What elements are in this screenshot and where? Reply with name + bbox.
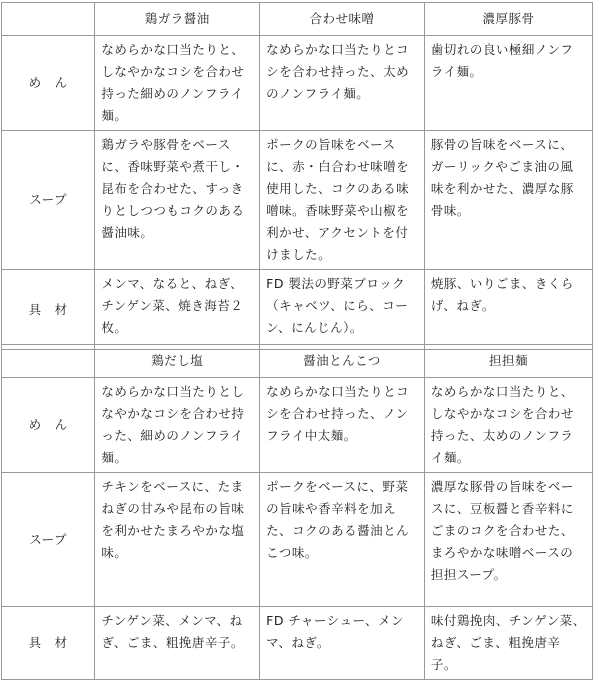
table-cell: ポークをベースに、野菜の旨味や香辛料を加えた、コクのある醤油とんこつ味。 bbox=[260, 473, 425, 607]
table-cell: なめらかな口当たりとコシを合わせ持った、ノンフライ中太麺。 bbox=[260, 378, 425, 473]
table-cell: チンゲン菜、メンマ、ねぎ、ごま、粗挽唐辛子。 bbox=[95, 607, 260, 680]
table-cell: ポークの旨味をベースに、赤・白合わせ味噌を使用した、コクのある味噌味。香味野菜や山椒を利かせ、アクセントを付けました。 bbox=[260, 131, 425, 270]
row-header: め ん bbox=[2, 36, 95, 131]
table-header-row bbox=[2, 3, 593, 36]
corner-cell bbox=[2, 3, 95, 36]
table-row bbox=[2, 270, 593, 350]
table-row bbox=[2, 36, 593, 131]
column-header: 鶏ガラ醤油 bbox=[95, 3, 260, 36]
table-row bbox=[2, 378, 593, 473]
table-cell: 鶏ガラや豚骨をベースに、香味野菜や煮干し・昆布を合わせた、すっきりとしつつもコクのある醤油味。 bbox=[95, 131, 260, 270]
product-table-1 bbox=[1, 2, 593, 350]
table-row bbox=[2, 131, 593, 270]
table-cell: FD 製法の野菜ブロック（キャベツ、にら、コーン、にんじん）。 bbox=[260, 270, 425, 350]
column-header: 濃厚豚骨 bbox=[424, 3, 592, 36]
table-cell: なめらかな口当たりと、しなやかなコシを合わせ持った、太めのノンフライ麺。 bbox=[424, 378, 592, 473]
table-cell: 歯切れの良い極細ノンフライ麺。 bbox=[424, 36, 592, 131]
row-header: スープ bbox=[2, 473, 95, 607]
table-cell: FD チャーシュー、メンマ、ねぎ。 bbox=[260, 607, 425, 680]
column-header: 合わせ味噌 bbox=[260, 3, 425, 36]
column-header: 醤油とんこつ bbox=[260, 345, 425, 378]
row-header: め ん bbox=[2, 378, 95, 473]
table-cell: なめらかな口当たりと、しなやかなコシを合わせ持った細めのノンフライ麺。 bbox=[95, 36, 260, 131]
table-cell: 濃厚な豚骨の旨味をベースに、豆板醤と香辛料にごまのコクを合わせた、まろやかな味噌ベースの担担スープ。 bbox=[424, 473, 592, 607]
table-cell: 味付鶏挽肉、チンゲン菜、ねぎ、ごま、粗挽唐辛子。 bbox=[424, 607, 592, 680]
table-cell: メンマ、なると、ねぎ、チンゲン菜、焼き海苔２枚。 bbox=[95, 270, 260, 350]
row-header: スープ bbox=[2, 131, 95, 270]
table-cell: なめらかな口当たりとコシを合わせ持った、太めのノンフライ麺。 bbox=[260, 36, 425, 131]
table-header-row bbox=[2, 345, 593, 378]
table-cell: 焼豚、いりごま、きくらげ、ねぎ。 bbox=[424, 270, 592, 350]
row-header: 具 材 bbox=[2, 270, 95, 350]
corner-cell bbox=[2, 345, 95, 378]
column-header: 鶏だし塩 bbox=[95, 345, 260, 378]
product-table-2 bbox=[1, 344, 593, 680]
column-header: 担担麺 bbox=[424, 345, 592, 378]
table-cell: なめらかな口当たりとしなやかなコシを合わせ持った、細めのノンフライ麺。 bbox=[95, 378, 260, 473]
table-row bbox=[2, 607, 593, 680]
row-header: 具 材 bbox=[2, 607, 95, 680]
table-row bbox=[2, 473, 593, 607]
table-cell: チキンをベースに、たまねぎの甘みや昆布の旨味を利かせたまろやかな塩味。 bbox=[95, 473, 260, 607]
table-cell: 豚骨の旨味をベースに、ガーリックやごま油の風味を利かせた、濃厚な豚骨味。 bbox=[424, 131, 592, 270]
